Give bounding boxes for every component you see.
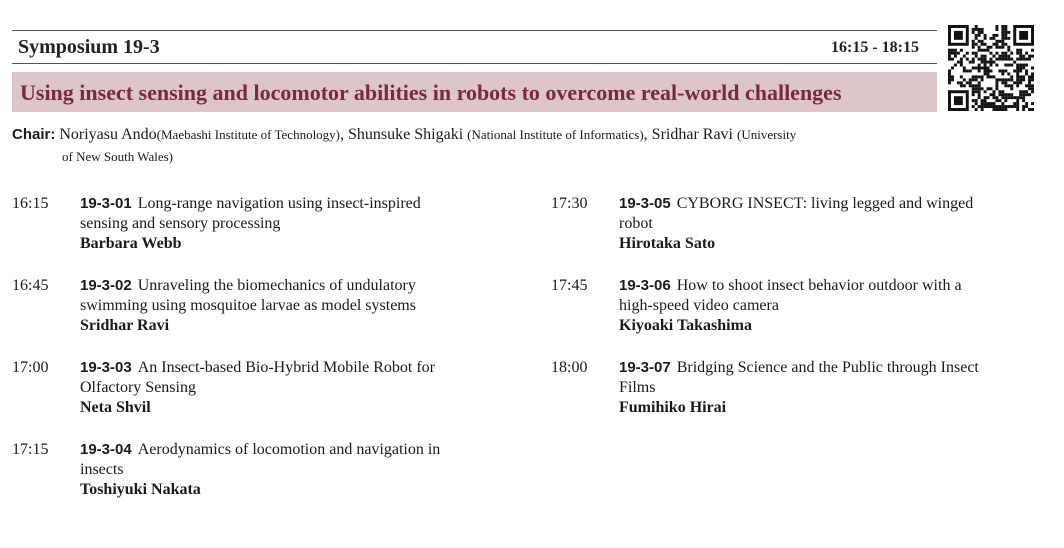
chair-name: Sridhar Ravi xyxy=(651,126,733,143)
talk-time: 17:00 xyxy=(12,359,49,376)
talk-title: Aerodynamics of locomotion and navigation in xyxy=(137,441,441,458)
talk-title: Films xyxy=(619,379,656,396)
talk-time: 17:45 xyxy=(551,277,588,294)
talk-title: swimming using mosquitoe larvae as model systems xyxy=(80,297,416,314)
talk-speaker: Barbara Webb xyxy=(80,235,182,252)
chair-affiliation: of New South Wales) xyxy=(62,149,174,164)
talk-speaker: Hirotaka Sato xyxy=(619,235,716,252)
symposium-title: Symposium 19-3 xyxy=(18,36,160,58)
talk-title: An Insect-based Bio-Hybrid Mobile Robot for xyxy=(137,359,435,376)
chair-affiliation: (National Institute of Informatics) xyxy=(467,127,644,142)
talk-speaker: Toshiyuki Nakata xyxy=(80,481,201,498)
talk-time: 18:00 xyxy=(551,359,588,376)
qr-code-icon[interactable] xyxy=(948,25,1034,111)
symposium-time: 16:15 - 18:15 xyxy=(831,39,919,56)
talk-speaker: Sridhar Ravi xyxy=(80,317,170,334)
chair-name: Noriyasu Ando xyxy=(59,126,157,143)
chair-affiliation: (Maebashi Institute of Technology) xyxy=(156,127,341,142)
session-title: Using insect sensing and locomotor abilities in robots to overcome real-world challenges xyxy=(20,80,842,105)
talk-time: 17:30 xyxy=(551,195,588,212)
session-title-banner xyxy=(12,72,937,112)
talk-code: 19-3-04 xyxy=(80,441,132,458)
talk-code: 19-3-02 xyxy=(80,277,132,294)
talk-title: high-speed video camera xyxy=(619,297,779,314)
talk-title: Olfactory Sensing xyxy=(80,379,196,396)
talk-time: 16:45 xyxy=(12,277,49,294)
talk-title: CYBORG INSECT: living legged and winged xyxy=(676,195,974,212)
talk-code: 19-3-03 xyxy=(80,359,132,376)
symposium-header xyxy=(12,30,937,64)
talk-speaker: Fumihiko Hirai xyxy=(619,399,727,416)
talk-code: 19-3-05 xyxy=(619,195,671,212)
talk-code: 19-3-07 xyxy=(619,359,671,376)
talk-code: 19-3-06 xyxy=(619,277,671,294)
talk-speaker: Kiyoaki Takashima xyxy=(619,317,752,334)
talk-code: 19-3-01 xyxy=(80,195,132,212)
talk-title: How to shoot insect behavior outdoor with a xyxy=(676,277,962,294)
chair-name: Shunsuke Shigaki xyxy=(348,126,464,143)
chair-section: Chair: Noriyasu Ando(Maebashi Institute of Technology), Shunsuke Shigaki (National Institute of Informatics), Sridhar Ravi (University of New South Wales) xyxy=(12,126,797,164)
talk-speaker: Neta Shvil xyxy=(80,399,151,416)
talk-title: robot xyxy=(619,215,653,232)
talk-time: 16:15 xyxy=(12,195,49,212)
talk-title: Bridging Science and the Public through Insect xyxy=(676,359,979,376)
talk-title: Long-range navigation using insect-inspired xyxy=(137,195,421,212)
talk-time: 17:15 xyxy=(12,441,49,458)
chair-affiliation: (University xyxy=(737,127,797,142)
talk-title: insects xyxy=(80,461,124,478)
talk-title: sensing and sensory processing xyxy=(80,215,281,232)
talk-title: Unraveling the biomechanics of undulatory xyxy=(137,277,416,294)
chair-label: Chair: xyxy=(12,126,56,143)
